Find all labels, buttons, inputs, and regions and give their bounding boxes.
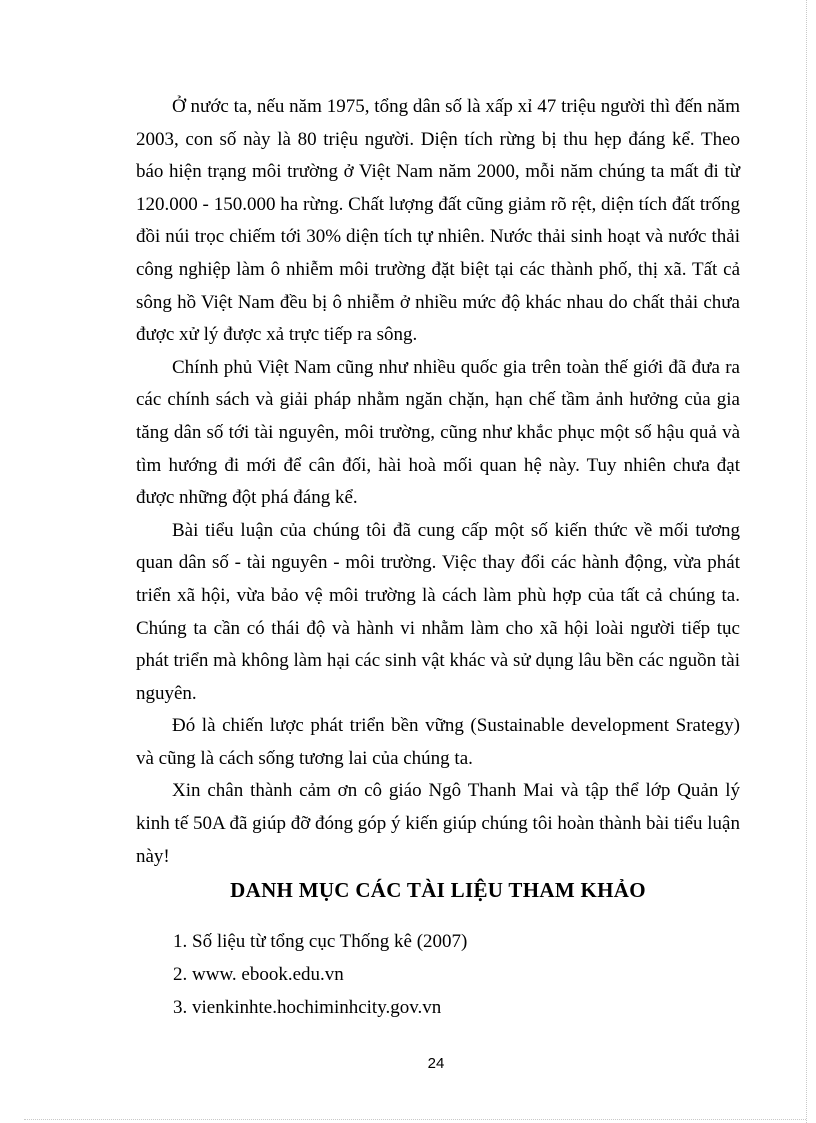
reference-item: 3. vienkinhte.hochiminhcity.gov.vn [173,997,442,1018]
paragraph-population-environment: Ở nước ta, nếu năm 1975, tổng dân số là xấp xỉ 47 triệu người thì đến năm 2003, con số này là 80 triệu người. Diện tích rừng bị thu hẹp đáng kể. Theo báo hiện trạng môi trường ở Việt Nam năm 2000, mỗi năm chúng ta mất đi từ 120.000 - 150.000 ha rừng. Chất lượng đất cũng giảm rõ rệt, diện tích đất trống đồi núi trọc chiếm tới 30% diện tích tự nhiên. Nước thải sinh hoạt và nước thải công nghiệp làm ô nhiễm môi trường đặt biệt tại các thành phố, thị xã. Tất cả sông hồ Việt Nam đều bị ô nhiễm ở nhiều mức độ khác nhau do chất thải chưa được xử lý được xả trực tiếp ra sông. [136,96,740,346]
paragraph-acknowledgements: Xin chân thành cảm ơn cô giáo Ngô Thanh Mai và tập thể lớp Quản lý kinh tế 50A đã giúp đỡ đóng góp ý kiến giúp chúng tôi hoàn thành bài tiểu luận này! [136,780,740,867]
page-right-edge-divider [806,0,807,1123]
references-heading: DANH MỤC CÁC TÀI LIỆU THAM KHẢO [230,878,646,902]
paragraph-sustainable-strategy: Đó là chiến lược phát triển bền vững (Sustainable development Srategy) và cũng là cách sống tương lai của chúng ta. [136,715,740,769]
body-text [136,91,740,873]
paragraph-essay-summary: Bài tiểu luận của chúng tôi đã cung cấp một số kiến thức về mối tương quan dân số - tài nguyên - môi trường. Việc thay đổi các hành động, vừa phát triển xã hội, vừa bảo vệ môi trường là cách làm phù hợp của tất cả chúng ta. Chúng ta cần có thái độ và hành vi nhằm làm cho xã hội loài người tiếp tục phát triển mà không làm hại các sinh vật khác và sử dụng lâu bền các nguồn tài nguyên. [136,519,740,704]
page-bottom-edge-divider [24,1119,806,1120]
reference-item: 1. Số liệu từ tổng cục Thống kê (2007) [173,931,468,952]
reference-item: 2. www. ebook.edu.vn [173,964,344,985]
references-list [173,925,733,1024]
paragraph-government-policies: Chính phủ Việt Nam cũng như nhiều quốc gia trên toàn thế giới đã đưa ra các chính sách và giải pháp nhằm ngăn chặn, hạn chế tầm ảnh hưởng của gia tăng dân số tới tài nguyên, môi trường, cũng như khắc phục một số hậu quả và tìm hướng đi mới để cân đối, hài hoà mối quan hệ này. Tuy nhiên chưa đạt được những đột phá đáng kể. [136,356,740,509]
page-number: 24 [427,1055,445,1072]
